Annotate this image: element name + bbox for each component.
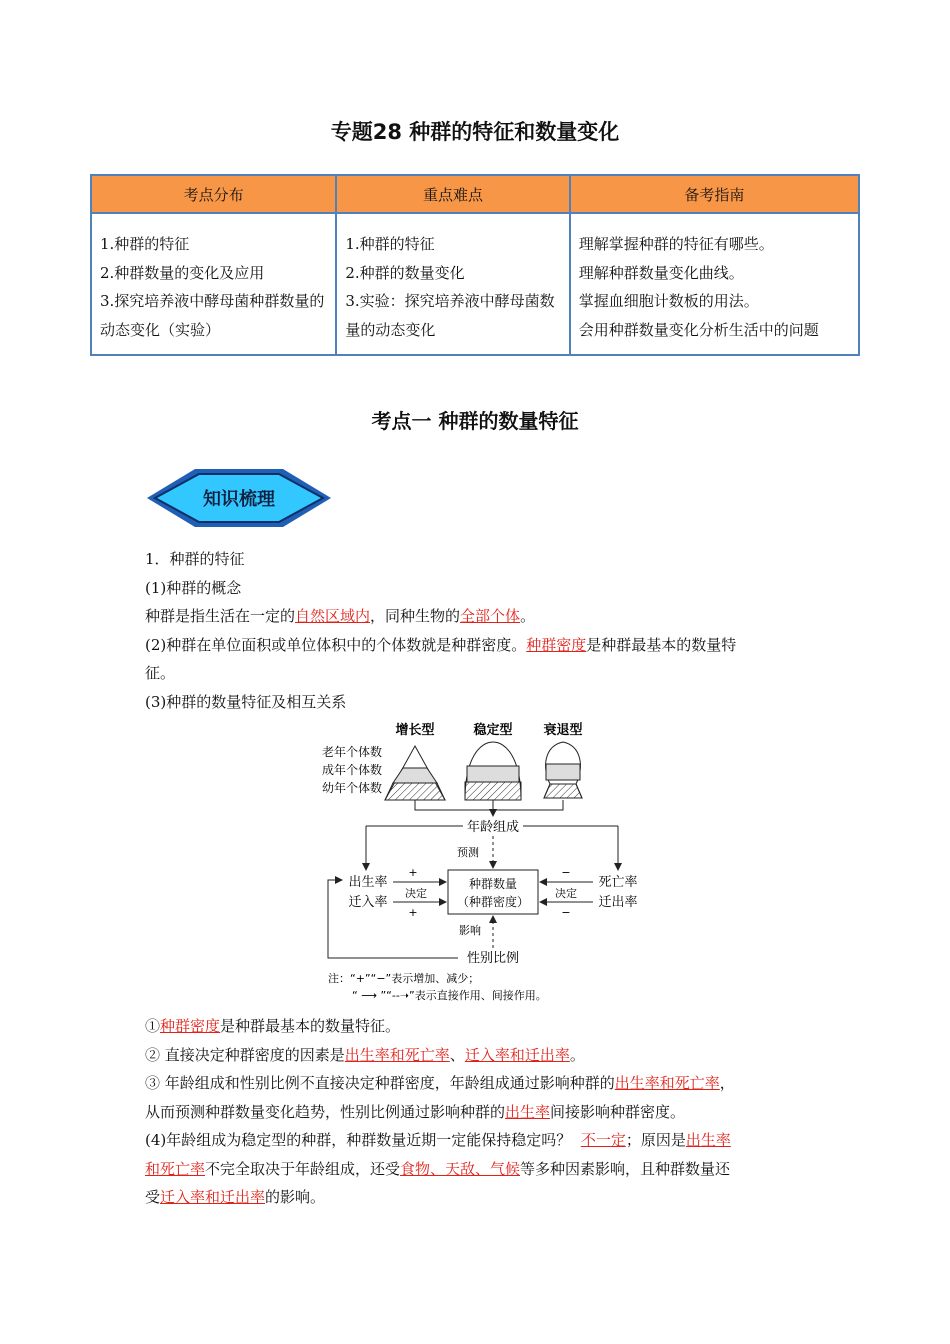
table-header: 重点难点 bbox=[336, 175, 569, 213]
type-label: 衰退型 bbox=[543, 723, 583, 738]
decide-label: 决定 bbox=[405, 887, 427, 900]
list-item: 3.实验：探究培养液中酵母菌数量的动态变化 bbox=[345, 292, 555, 339]
table-cell-keypoints bbox=[336, 213, 569, 355]
sex-ratio-label: 性别比例 bbox=[466, 951, 520, 966]
immigration-rate-label: 迁入率 bbox=[348, 895, 388, 910]
type-label: 稳定型 bbox=[473, 723, 513, 738]
minus-sign: − bbox=[561, 866, 571, 879]
subheading: (3)种群的数量特征及相互关系 bbox=[145, 692, 347, 711]
answer-text: 和死亡率 bbox=[145, 1159, 206, 1178]
text-block-2 bbox=[145, 1012, 810, 1212]
center-label: 种群数量 bbox=[468, 877, 518, 891]
minus-sign: − bbox=[561, 906, 571, 919]
exam-guide-table bbox=[90, 174, 860, 356]
population-feature-diagram bbox=[300, 718, 650, 1010]
answer-text: 不一定 bbox=[580, 1131, 626, 1149]
answer-text: 种群密度 bbox=[160, 1017, 221, 1035]
plus-sign: + bbox=[408, 906, 418, 919]
section-title: 考点一 种群的数量特征 bbox=[371, 409, 579, 433]
paragraph: (2)种群在单位面积或单位体积中的个体数就是种群密度。种群密度是种群最基本的数量特 bbox=[145, 635, 737, 654]
table-cell-distribution bbox=[91, 213, 336, 355]
growth-pyramid bbox=[385, 746, 445, 800]
decline-pyramid bbox=[544, 742, 582, 798]
answer-text: 自然区域内 bbox=[295, 607, 371, 625]
paragraph: 和死亡率不完全取决于年龄组成，还受食物、天敌、气候等多种因素影响，且种群数量还 bbox=[145, 1159, 731, 1178]
age-label: 幼年个体数 bbox=[321, 781, 382, 795]
table-header: 考点分布 bbox=[91, 175, 336, 213]
table-header: 备考指南 bbox=[570, 175, 859, 213]
death-rate-label: 死亡率 bbox=[598, 875, 638, 890]
heading: 1．种群的特征 bbox=[145, 550, 245, 568]
subheading: (1)种群的概念 bbox=[145, 578, 242, 597]
paragraph: ①种群密度是种群最基本的数量特征。 bbox=[145, 1017, 401, 1035]
paragraph: 征。 bbox=[145, 664, 176, 682]
list-item: 1.种群的特征 bbox=[345, 235, 435, 253]
answer-text: 全部个体 bbox=[460, 607, 521, 625]
affect-label: 影响 bbox=[459, 924, 481, 937]
diagram-note: 注：“+”“−”表示增加、减少； bbox=[328, 972, 480, 985]
paragraph: (4)年龄组成为稳定型的种群，种群数量近期一定能保持稳定吗？ 不一定；原因是出生率 bbox=[145, 1131, 731, 1149]
page-title: 专题28 种群的特征和数量变化 bbox=[330, 120, 620, 144]
paragraph: 受迁入率和迁出率的影响。 bbox=[145, 1188, 326, 1206]
emigration-rate-label: 迁出率 bbox=[598, 895, 638, 910]
type-label: 增长型 bbox=[395, 723, 435, 738]
predict-label: 预测 bbox=[457, 846, 479, 859]
text-block-1 bbox=[145, 545, 810, 716]
stable-pyramid bbox=[465, 742, 521, 800]
plus-sign: + bbox=[408, 866, 418, 879]
list-item: 会用种群数量变化分析生活中的问题 bbox=[578, 320, 819, 339]
answer-text: 出生率和死亡率 bbox=[344, 1045, 450, 1064]
paragraph: ② 直接决定种群密度的因素是出生率和死亡率、迁入率和迁出率。 bbox=[145, 1045, 585, 1064]
decide-label: 决定 bbox=[555, 887, 577, 900]
list-item: 2.种群数量的变化及应用 bbox=[100, 263, 265, 282]
paragraph: ③ 年龄组成和性别比例不直接决定种群密度，年龄组成通过影响种群的出生率和死亡率， bbox=[145, 1074, 735, 1092]
knowledge-badge bbox=[145, 467, 333, 529]
table-cell-guide bbox=[570, 213, 859, 355]
center-label: （种群密度） bbox=[456, 895, 530, 909]
paragraph: 种群是指生活在一定的自然区域内，同种生物的全部个体。 bbox=[145, 607, 536, 625]
answer-text: 食物、天敌、气候 bbox=[400, 1159, 521, 1178]
answer-text: 出生率 bbox=[685, 1131, 731, 1149]
answer-text: 迁入率和迁出率 bbox=[160, 1188, 266, 1206]
age-label: 成年个体数 bbox=[321, 763, 382, 777]
list-item: 理解种群数量变化曲线。 bbox=[578, 263, 744, 282]
answer-text: 出生率 bbox=[505, 1102, 551, 1121]
paragraph: 从而预测种群数量变化趋势，性别比例通过影响种群的出生率间接影响种群密度。 bbox=[145, 1102, 686, 1121]
diagram-note: “ ⟶ ”“--➝”表示直接作用、间接作用。 bbox=[352, 989, 547, 1002]
birth-rate-label: 出生率 bbox=[348, 875, 388, 890]
answer-text: 出生率和死亡率 bbox=[614, 1074, 720, 1092]
list-item: 1.种群的特征 bbox=[100, 235, 190, 253]
age-label: 老年个体数 bbox=[321, 745, 382, 759]
list-item: 2.种群的数量变化 bbox=[345, 263, 465, 282]
list-item: 3.探究培养液中酵母菌种群数量的动态变化（实验） bbox=[100, 292, 325, 339]
answer-text: 种群密度 bbox=[526, 635, 587, 654]
answer-text: 迁入率和迁出率 bbox=[464, 1045, 570, 1064]
list-item: 掌握血细胞计数板的用法。 bbox=[578, 292, 759, 311]
list-item: 理解掌握种群的特征有哪些。 bbox=[578, 235, 774, 253]
badge-label: 知识梳理 bbox=[203, 489, 275, 510]
age-composition-label: 年龄组成 bbox=[466, 820, 520, 835]
